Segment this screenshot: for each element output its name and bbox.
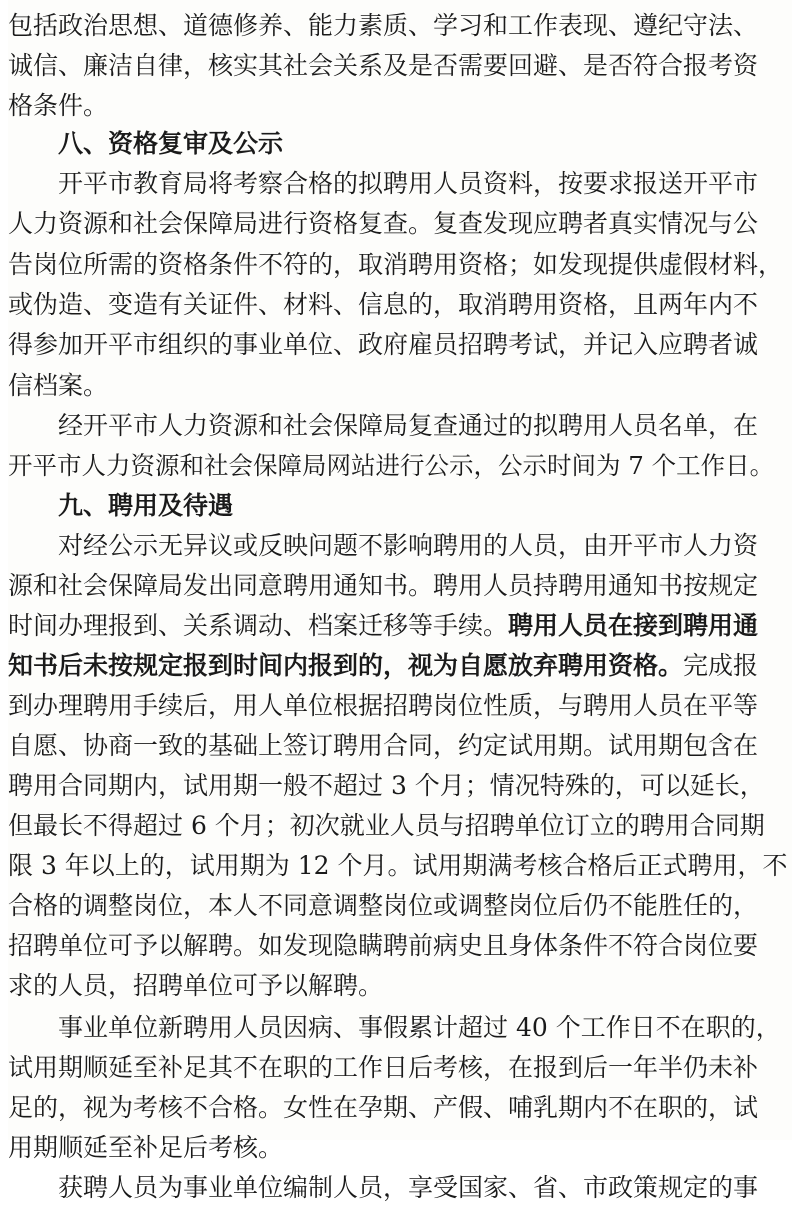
text-line: 获聘人员为事业单位编制人员，享受国家、省、市政策规定的事	[58, 1173, 759, 1202]
text-line: 开平市教育局将考察合格的拟聘用人员资料，按要求报送开平市	[58, 169, 759, 198]
text-line: 到办理聘用手续后，用人单位根据招聘岗位性质，与聘用人员在平等	[8, 691, 759, 720]
text-line: 人力资源和社会保障局进行资格复查。复查发现应聘者真实情况与公	[8, 209, 759, 238]
text-line: 格条件。	[8, 91, 109, 120]
text-line: 求的人员，招聘单位可予以解聘。	[8, 971, 384, 1000]
text-run: 时间办理报到、关系调动、档案迁移等手续。	[8, 611, 509, 640]
text-line: 事业单位新聘用人员因病、事假累计超过 40 个工作日不在职的，	[58, 1013, 781, 1042]
text-run: 完成报	[683, 651, 759, 680]
text-line: 招聘单位可予以解聘。如发现隐瞒聘前病史且身体条件不符合岗位要	[8, 931, 759, 960]
text-line: 限 3 年以上的，试用期为 12 个月。试用期满考核合格后正式聘用，不	[8, 851, 788, 880]
text-line: 聘用合同期内，试用期一般不超过 3 个月；情况特殊的，可以延长，	[8, 771, 765, 800]
text-line-mixed	[8, 646, 758, 686]
text-line: 自愿、协商一致的基础上签订聘用合同，约定试用期。试用期包含在	[8, 731, 759, 760]
text-line: 用期顺延至补足后考核。	[8, 1133, 284, 1162]
text-line: 合格的调整岗位，本人不同意调整岗位或调整岗位后仍不能胜任的，	[8, 891, 759, 920]
bold-text-run: 知书后未按规定报到时间内报到的，视为自愿放弃聘用资格。	[8, 651, 684, 680]
text-line: 源和社会保障局发出同意聘用通知书。聘用人员持聘用通知书按规定	[8, 571, 759, 600]
text-line: 诚信、廉洁自律，核实其社会关系及是否需要回避、是否符合报考资	[8, 51, 759, 80]
bold-text-run: 聘用人员在接到聘用通	[508, 611, 759, 640]
text-line-mixed	[8, 606, 758, 646]
text-line: 告岗位所需的资格条件不符的，取消聘用资格；如发现提供虚假材料，	[8, 250, 784, 279]
section-heading: 八、资格复审及公示	[58, 129, 284, 158]
text-line: 包括政治思想、道德修养、能力素质、学习和工作表现、遵纪守法、	[8, 11, 759, 40]
text-line: 但最长不得超过 6 个月；初次就业人员与招聘单位订立的聘用合同期	[8, 811, 765, 840]
document-page	[8, 0, 792, 1202]
text-line: 足的，视为考核不合格。女性在孕期、产假、哺乳期内不在职的，试	[8, 1093, 759, 1122]
text-line: 信档案。	[8, 371, 109, 400]
text-line: 试用期顺延至补足其不在职的工作日后考核，在报到后一年半仍未补	[8, 1053, 759, 1082]
text-line: 得参加开平市组织的事业单位、政府雇员招聘考试，并记入应聘者诚	[8, 330, 759, 359]
text-line: 或伪造、变造有关证件、材料、信息的，取消聘用资格，且两年内不	[8, 290, 759, 319]
text-line: 开平市人力资源和社会保障局网站进行公示，公示时间为 7 个工作日。	[8, 451, 775, 480]
text-line: 对经公示无异议或反映问题不影响聘用的人员，由开平市人力资	[58, 531, 759, 560]
text-line: 经开平市人力资源和社会保障局复查通过的拟聘用人员名单，在	[58, 411, 759, 440]
section-heading: 九、聘用及待遇	[58, 491, 234, 520]
